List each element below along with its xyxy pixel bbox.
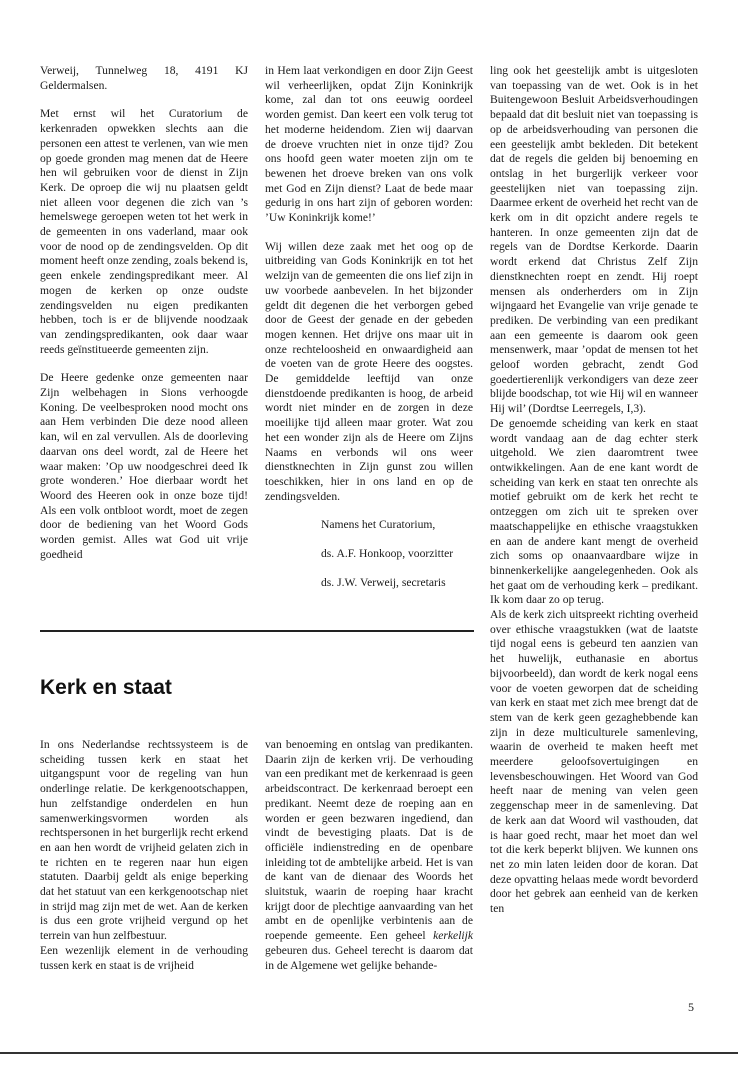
article-column-1 [40,738,248,973]
text-run: gebeuren dus. Geheel terecht is daarom dat in de Algemene wet gelijke behande- [265,943,473,972]
paragraph [265,738,473,973]
paragraph: De genoemde scheiding van kerk en staat wordt vandaag aan de dag echter sterk uitgehold. We zien daaromtrent twee ontwikkelingen. Aan de ene kant wordt de scheiding van kerk en staat ten onrechte als motief gebruikt om de kerk het recht te ontzeggen om zich uit te spreken over maatschappelijke en ethische vraagstukken en aan de andere kant mengt de overheid zich soms op onaanvaardbare wijze in binnenkerkelijke aangelegenheden. Ook als het gaat om de verhouding kerk – predikant. Ik kom daar zo op terug. [490,416,698,607]
paragraph: in Hem laat verkondigen en door Zijn Geest wil verheerlijken, opdat Zijn Koninkrijk kome, zal dan tot ons eeuwig oordeel worden gemist. Dan keert een volk terug tot het moderne heidendom. Zien wij daarvan de droeve vruchten niet in onze tijd? Zou ons hoofd geen water moeten zijn om te bewenen het droeve breken van ons volk met God en Zijn dienst? Laat de bede maar gedurig in ons hart zijn of geboren worden: ’Uw Koninkrijk kome!’ [265,64,473,225]
paragraph: Een wezenlijk element in de verhouding tussen kerk en staat is de vrijheid [40,943,248,972]
paragraph: Met ernst wil het Curatorium de kerkenraden opwekken slechts aan die personen een attest te verlenen, van wie men op goede gronden mag menen dat de Heere hen wil gebruiken voor de dienst in Zijn Kerk. De oproep die wij nu plaatsen geldt niet alleen voor degenen die zich van ’s hemelswege geroepen weten tot het werk in de gemeenten in ons vaderland, maar ook voor de nood op de zendingsvelden. Op dit moment heeft onze zending, zoals bekend is, geen enkele zendingspredikant meer. Al mogen de kerken op onze oudste zendingsvelden nu eigen predikanten hebben, toch is er de blijvende noodzaak van zendingspredikanten, ook daar waar reeds geïnstitueerde gemeenten zijn. [40,107,248,356]
paragraph: Als de kerk zich uitspreekt richting overheid over ethische vraagstukken (wat de laatste tijd nogal eens is gebeurd ten aanzien van het huwelijk, euthanasie en abortus bijvoorbeeld), dan wordt de kerk nogal eens voor de voeten geworpen dat de scheiding van kerk en staat met zich mee brengt dat de stem van de kerk geen gezaghebbende kan zijn in deze multiculturele samenleving, waarin de overheid te maken heeft met meerdere geloofsovertuigingen en levensbeschouwingen. Het Woord van God heeft naar de mening van velen geen zeggenschap meer in de samenleving. Dat de kerk aan dat Woord wil vasthouden, dat is haar goed recht, maar het moet dan wel tot die kerk beperkt blijven. We kunnen ons net zo min laten leiden door de koran. Dat deze opvatting helaas mede wordt bevorderd door het gebrek aan eenheid van de kerken ten [490,608,698,916]
signature-chairman: ds. A.F. Honkoop, voorzitter [321,547,454,561]
article-column-2 [265,738,473,973]
page-bottom-border [0,1052,738,1054]
section-divider [40,630,474,632]
paragraph: ling ook het geestelijk ambt is uitgesloten van toepassing van de wet. Ook is in het Buitengewoon Besluit Arbeidsverhoudingen bepaald dat dit besluit niet van toepassing is op de arbeidsverhouding van personen die een geestelijk ambt bekleden. Dit betekent dat de regels die gelden bij benoeming en ontslag in het burgerlijk verkeer voor geestelijken niet van toepassing zijn. Daarmee erkent de overheid het recht van de kerk om in dit opzicht andere regels te hanteren. In onze gemeenten zijn dat de regels van de Dordtse Kerkorde. Daarin wordt erkend dat Christus Zelf Zijn dienstknechten roept en zendt. Hij roept mensen als onderherders om in Zijn wijngaard het Evangelie van vrije genade te prediken. De verbinding van een predikant aan een gemeente is daarom ook geen mensenwerk, maar ’opdat de mensen tot het geloof worden gebracht, zendt God goedertierenlijk verkondigers van deze zeer blijde boodschap, tot wie Hij wil en wanneer Hij wil’ (Dordtse Leerregels, I,3). [490,64,698,416]
signature-secretary: ds. J.W. Verweij, secretaris [321,575,446,589]
paragraph: Verweij, Tunnelweg 18, 4191 KJ Geldermalsen. [40,64,248,92]
paragraph: Wij willen deze zaak met het oog op de uitbreiding van Gods Koninkrijk en tot het welzijn van de gemeenten die ons lief zijn in uw voorbede aanbevelen. In het bijzonder geldt dit degenen die het verborgen gebed door de Geest der genade en der gebeden mogen kennen. Het drijve ons maar uit in onze rechteloosheid en onwaardigheid aan de voeten van de grote Heere des oogstes. De gemiddelde leeftijd van onze dienstdoende predikanten is hoog, de arbeid wordt niet minder en de zorgen in deze moeilijke tijd alleen maar groter. Wat zou het een wonder zijn als de Heere om Zijns Naams en verbonds wil ons weer dienstknechten in Zijn gunst zou willen toeschikken, hier in ons land en op de zendingsvelden. [265,239,473,503]
right-column [490,64,698,917]
paragraph: In ons Nederlandse rechtssysteem is de scheiding tussen kerk en staat het uitgangspunt voor de regeling van hun onderlinge relatie. De kerkgenootschappen, hun zelfstandige onderdelen en hun samenwerkingsvormen worden als rechtspersonen in het burgerlijk recht erkend en aan hen wordt de vrijheid gelaten zich in te richten en te regeren naar hun eigen statuten. Daarbij geldt als enige beperking dat het statuut van een kerkgenootschap niet in strijd mag zijn met de wet. Aan de kerken is dus een grote vrijheid vergund op het terrein van hun zelfbestuur. [40,738,248,943]
signature-greeting: Namens het Curatorium, [321,518,436,532]
article-title: Kerk en staat [40,676,172,699]
italic-term: kerkelijk [433,929,473,943]
paragraph: De Heere gedenke onze gemeenten naar Zijn welbehagen in Sions verhoogde Koning. De veelbesproken nood mocht ons aan Hem verbinden Die deze nood alleen kan, wil en zal vervullen. Als de doorleving daarvan ons deel wordt, zal de Heere het waar maken: ’Op uw noodgeschrei deed Ik grote wonderen.’ Hoe dierbaar wordt het Woord des Heeren ook in onze boze tijd! Als een volk ontbloot wordt, moet de zegen door de bediening van het Woord Gods worden gemist. Alles wat God uit vrije goedheid [40,371,248,561]
top-column-1 [40,64,248,563]
page-number: 5 [688,1000,694,1014]
top-column-2 [265,64,473,605]
text-run: van benoeming en ontslag van predikanten. Daarin zijn de kerken vrij. De verhouding van een predikant met de kerkenraad is geen arbeidscontract. De kerkenraad beroept een predikant. Neemt deze de roeping aan en worden er geen bezwaren ingediend, dan vindt de bevestiging plaats. Dat is de officiële indienstreding en de openbare inleiding tot de ambtelijke arbeid. Het is van de kant van de dienaar des Woords het sluitstuk, waarin de roeping haar kracht krijgt door de plechtige aanvaarding van het ambt en de openlijke verbintenis aan de roepende gemeente. Een geheel [265,738,473,943]
